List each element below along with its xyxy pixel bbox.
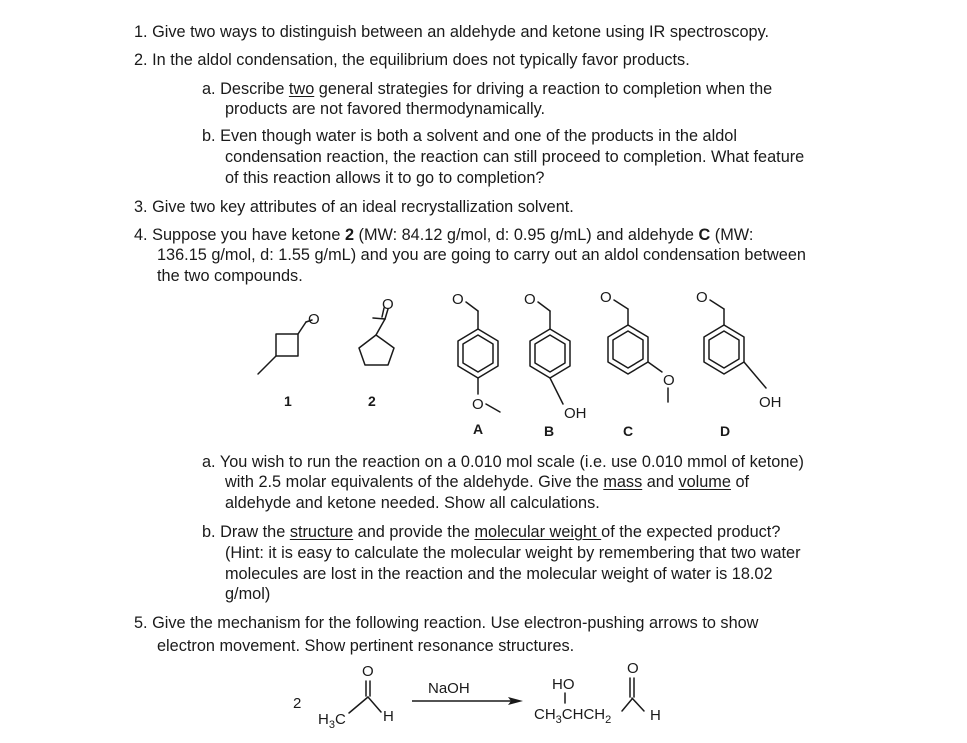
m1-label: 1 (284, 393, 292, 409)
product-hydroxyl: HO (552, 676, 575, 693)
q4b-molecular-weight: molecular weight (474, 523, 602, 541)
mD-aldehyde-oxygen: O (696, 289, 708, 306)
mA-label: A (473, 421, 484, 437)
question-5-line2: electron movement. Show pertinent resonance structures. (157, 637, 575, 655)
mB-hydroxyl: OH (564, 405, 587, 422)
q4a-line2 (225, 472, 749, 493)
q2b-line2: condensation reaction, the reaction can still proceed to completion. What feature (225, 148, 805, 166)
q4a-of: of (730, 473, 750, 491)
molecule-c (600, 289, 675, 439)
molecule-2 (359, 296, 394, 409)
q1-number: 1. (134, 23, 148, 41)
cyclobutane-ring (276, 334, 298, 356)
reactant-h3c: $H_3C$ (318, 711, 346, 731)
q2a-line2: products are not favored thermodynamically. (225, 100, 546, 118)
q2a-pre: Describe (220, 80, 289, 98)
q4a-text1: You wish to run the reaction on a 0.010 mol scale (i.e. use 0.010 mmol of ketone) (219, 453, 804, 471)
q5-number: 5. (134, 614, 148, 632)
q4a-line1 (202, 452, 804, 473)
q4-post: (MW: (710, 226, 754, 244)
q4b-line4: g/mol) (225, 585, 271, 603)
benzene-ring-a (458, 329, 498, 378)
q4-mid: (MW: 84.12 g/mol, d: 0.95 g/mL) and aldehyde (354, 226, 699, 244)
stoich-coefficient: 2 (293, 695, 302, 712)
product-chain: $CH_3CHCH_2$ (534, 706, 612, 726)
product-hydrogen: H (650, 707, 661, 724)
mD-label: D (720, 423, 731, 439)
aldehyde-bond (298, 322, 306, 334)
q4b-structure: structure (289, 523, 354, 541)
q2-number: 2. (134, 51, 148, 69)
q4b-pre: Draw the (220, 523, 290, 541)
mB-aldehyde-oxygen: O (524, 291, 536, 308)
methyl-bond (258, 356, 276, 374)
q4-aldehyde-label: C (698, 226, 711, 244)
mC-label: C (623, 423, 634, 439)
q2b-line3: of this reaction allows it to go to completion? (225, 169, 545, 187)
q2a-underlined: two (288, 80, 315, 98)
q4a-line3: aldehyde and ketone needed. Show all calculations. (225, 494, 600, 512)
mB-label: B (544, 423, 555, 439)
reactant-oxygen: O (362, 663, 374, 680)
mD-hydroxyl: OH (759, 394, 782, 411)
q2b-label: b. (202, 127, 216, 145)
q4a-mass: mass (603, 473, 643, 491)
molecule-a (452, 291, 500, 437)
q4b-line3: molecules are lost in the reaction and the molecular weight of water is 18.02 (225, 565, 773, 583)
q4a-text2: with 2.5 molar equivalents of the aldehyde. Give the (225, 473, 604, 491)
q4b-label: b. (202, 523, 216, 541)
reagent-naoh: NaOH (428, 680, 470, 697)
mA-aldehyde-oxygen: O (452, 291, 464, 308)
molecule-1 (258, 311, 320, 409)
q2-text: In the aldol condensation, the equilibrium does not typically favor products. (152, 51, 690, 69)
q4a-label: a. (202, 453, 216, 471)
m2-oxygen: O (382, 296, 394, 313)
q1-text: Give two ways to distinguish between an aldehyde and ketone using IR spectroscopy. (152, 23, 770, 41)
benzene-ring-d (704, 325, 744, 374)
benzene-ring-b (530, 329, 570, 378)
q4b-line2: (Hint: it is easy to calculate the molecular weight by remembering that two water (225, 544, 801, 562)
q4b-post: of the expected product? (601, 523, 781, 541)
q4a-volume: volume (678, 473, 731, 491)
question-4-line3: the two compounds. (157, 267, 303, 285)
q4b-mid: and provide the (353, 523, 475, 541)
reactant-hydrogen: H (383, 708, 394, 725)
question-5-line1 (134, 613, 758, 634)
mC-ether-oxygen: O (663, 372, 675, 389)
q5-text1: Give the mechanism for the following reaction. Use electron-pushing arrows to show (152, 614, 759, 632)
q2a-label: a. (202, 80, 216, 98)
q3-number: 3. (134, 198, 148, 216)
q2a-post: general strategies for driving a reaction to completion when the (314, 80, 773, 98)
q4-ketone-label: 2 (344, 226, 354, 244)
q4-pre: Suppose you have ketone (152, 226, 345, 244)
m1-oxygen: O (308, 311, 320, 328)
q4-number: 4. (134, 226, 148, 244)
product-oxygen: O (627, 660, 639, 677)
question-4-line2: 136.15 g/mol, d: 1.55 g/mL) and you are going to carry out an aldol condensation between (157, 246, 806, 264)
q2b-text1: Even though water is both a solvent and one of the products in the aldol (220, 127, 737, 145)
mC-aldehyde-oxygen: O (600, 289, 612, 306)
cyclopentane-ring (359, 335, 394, 365)
molecule-d (696, 289, 782, 439)
mA-ether-oxygen: O (472, 396, 484, 413)
q4b-line1 (202, 522, 780, 543)
q3-text: Give two key attributes of an ideal recrystallization solvent. (152, 198, 574, 216)
benzene-ring-c (608, 325, 648, 374)
q4a-and: and (642, 473, 679, 491)
molecule-b (524, 291, 587, 439)
m2-label: 2 (368, 393, 376, 409)
